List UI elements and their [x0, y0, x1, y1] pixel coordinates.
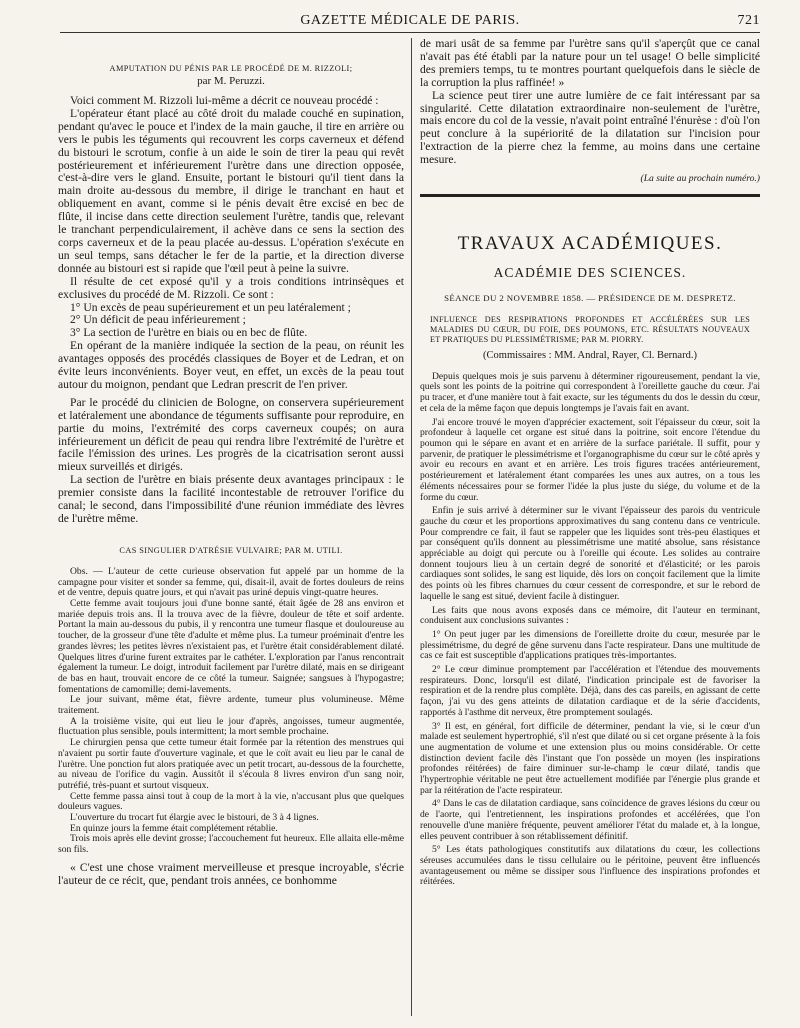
paragraph: Voici comment M. Rizzoli lui-même a décrit ce nouveau procédé : — [70, 94, 379, 107]
paragraph: « C'est une chose vraiment merveilleuse et presque incroyable, s'écrie l'auteur de ce récit, que, pendant trois années, ce bonhomme — [58, 860, 404, 887]
paragraph: Obs. — L'auteur de cette curieuse observation fut appelé par un homme de la campagne pour visiter et sonder sa femme, qui, disait-il, avait de fortes douleurs de reins et de ventre, depuis quatre jours, et qui n'avait pas uriné depuis vingt-quatre heures. — [58, 565, 404, 599]
left-column — [58, 38, 404, 1018]
paragraph: En quinze jours la femme était complétement rétablie. — [70, 822, 278, 834]
page-number: 721 — [737, 13, 760, 28]
seance-line: SÉANCE DU 2 NOVEMBRE 1858. — PRÉSIDENCE DE M. DESPRETZ. — [444, 293, 736, 304]
journal-title: GAZETTE MÉDICALE DE PARIS. — [300, 13, 520, 28]
article-heading-amputation: AMPUTATION DU PÉNIS PAR LE PROCÉDÉ DE M. RIZZOLI; — [109, 64, 353, 73]
commissaires-line: (Commissaires : MM. Andral, Rayer, Cl. Bernard.) — [483, 350, 697, 362]
paragraph: La section de l'urètre en biais présente deux avantages principaux : le premier consiste dans la facilité incontestable de retrouver l'orifice du canal; le second, dans l'impossibilité d'une réunion immédiate des lèvres de l'urètre même. — [58, 473, 404, 525]
paragraph: Le chirurgien pensa que cette tumeur était formée par la rétention des menstrues qui n'avaient pu sortir faute d'ouverture vaginale, et que le coït avait eu lieu par le canal de l'urètre. Une ponction fut alors pratiquée avec un petit trocart, au-dessous de la fourchette, au niveau de l'orifice du vagin. Aussitôt il s'écoula 8 livres environ d'un sang noir, putréfié, très-puant et surtout visqueux. — [58, 737, 404, 791]
paragraph: Enfin je suis arrivé à déterminer sur le vivant l'épaisseur des parois du ventricule gauche du cœur et les proportions approximatives du sang contenu dans ce ventricule. Pour comprendre ce fait, il faut se rappeler que les liquides sont très-peu élastiques et par conséquent qu'ils donnent au plessimétrisme une matité absolue, sans résistance appréciable au doigt qui percute ou à l'oreille qui écoute. Les solides au contraire donnent toujours lieu à un certain degré de sonorité et d'élasticité; or les parois cardiaques sont solides, le sang est liquide, dès lors on conçoit facilement que la limite des points où les fibres charnues du cœur cessent de correspondre, et sur le rebord de laquelle le sang est situé, devient facile à distinguer. — [420, 505, 760, 602]
article-heading-atresie: CAS SINGULIER D'ATRÉSIE VULVAIRE; PAR M. UTILI. — [119, 545, 343, 555]
paragraph: L'opérateur étant placé au côté droit du malade couché en supination, pendant qu'avec le pouce et l'index de la main gauche, il tire en arrière ou vers le pubis les téguments qui recouvrent les corps caverneux et défend du bistouri le scrotum, confie à un aide le soin de tirer la peau qui revêt postérieurement et inférieurement l'urètre dans une direction opposée, c'est-à-dire vers le gland. Ensuite, portant le bistouri qu'il tient dans la main droite au-dessous du membre, il dirige le tranchant en haut et obliquement en avant, comme si le pénis devait être excisé en bec de flûte, il incise dans cette direction seulement l'urètre, tandis que, relevant le tranchant perpendiculairement, il achève dans ce sens la section des corps caverneux et de la peau placée au-dessus. L'opération s'exécute en un seul temps, sans détacher le fer de la partie, et la direction diverse donnée au bistouri est si rapide que l'œil peut à peine la suivre. — [58, 106, 404, 275]
paragraph: A la troisième visite, qui eut lieu le jour d'après, angoisses, tumeur augmentée, fluctuation plus sensible, pouls intermittent; la mort semble prochaine. — [58, 715, 404, 738]
paragraph: Les faits que nous avons exposés dans ce mémoire, dit l'auteur en terminant, conduisent aux conclusions suivantes : — [420, 604, 760, 627]
conclusion-item: 1° On peut juger par les dimensions de l'oreillette droite du cœur, mesurée par le plessimétrisme, du degré de gêne survenu dans l'acte respirateur. Dans une multitude de cas ce fait est susceptible d'applications pratiques très-importantes. — [420, 628, 760, 662]
column-divider — [411, 38, 412, 1016]
memoir-title: INFLUENCE DES RESPIRATIONS PROFONDES ET ACCÉLÉRÉES SUR LES MALADIES DU CŒUR, DU FOIE, DES POUMONS, ETC. RÉSULTATS NOUVEAUX ET PRATIQUES DU PLESSIMÉTRISME; PAR M. PIORRY. — [430, 315, 750, 345]
paragraph: Par le procédé du clinicien de Bologne, on conservera supérieurement et latéralement une abondance de téguments suffisante pour reproduire, en partie du moins, l'extrémité des corps caverneux coupés; on aura inférieurement un déficit de peau qui rendra libre l'extrémité de l'urètre et facile l'émission des urines. Les progrès de la cicatrisation seront aussi mieux surveillés et dirigés. — [58, 395, 404, 474]
paragraph: Le jour suivant, même état, fièvre ardente, tumeur plus volumineuse. Même traitement. — [58, 694, 404, 717]
paragraph: Il résulte de cet exposé qu'il y a trois conditions intrinsèques et exclusives du procédé de M. Rizzoli. Ce sont : — [58, 274, 404, 301]
section-rule — [420, 194, 760, 197]
page-header — [60, 10, 760, 33]
article-byline: par M. Peruzzi. — [197, 75, 265, 87]
paragraph: Depuis quelques mois je suis parvenu à déterminer rigoureusement, pendant la vie, quels sont les points de la poitrine qui correspondent à l'oreillette gauche du cœur. J'ai pu tracer, et d'une manière tout à fait exacte, sur les téguments du dos le dessin du cœur, et cela de la même façon que depuis longtemps je l'avais fait en avant. — [420, 370, 760, 414]
condition-item: 2° Un déficit de peau inférieurement ; — [70, 313, 246, 327]
condition-item: 3° La section de l'urètre en biais ou en bec de flûte. — [70, 326, 308, 340]
conclusion-item: 2° Le cœur diminue promptement par l'accélération et l'étendue des mouvements respirateurs. Donc, lorsqu'il est dilaté, l'indication principale est de favoriser la respiration et de la rendre plus complète. Déjà, dans des cas pareils, en agissant de cette façon, j'ai vu des gens atteints de dilatation cardiaque et de la série d'accidents, rapportés à l'asthme dit nerveux, être promptement soulagés. — [420, 664, 760, 718]
conclusion-item: 3° Il est, en général, fort difficile de déterminer, pendant la vie, si le cœur d'un malade est seulement hypertrophié, s'il n'est que dilaté ou si cet organe présente à la fois une augmentation de volume et une extension plus ou moins considérable. Or cette distinction devient facile dès l'instant que l'on possède un moyen (les inspirations profondes réitérées) de faire diminuer sur-le-champ le cœur dilaté, tandis que l'hypertrophie véritable ne peut être actuellement modifiée par l'énergie plus grande et par la réitération de l'acte respirateur. — [420, 720, 760, 796]
paragraph: La science peut tirer une autre lumière de ce fait intéressant par sa singularité. Cette dilatation extraordinaire non-seulement de l'urètre, mais encore du col de la vessie, n'avait point entraîné l'énurèse : d'où l'on peut conclure à la supériorité de la dilatation sur l'incision pour l'extraction de la pierre chez la femme, au moins dans une certaine mesure. — [420, 88, 760, 167]
paragraph: Cette femme avait toujours joui d'une bonne santé, était âgée de 28 ans environ et mariée depuis trois ans. Il la trouva avec de la fièvre, douleur de tête et soif ardente. Portant la main au-dessous du pubis, il y rencontra une tumeur flasque et douloureuse au toucher, de la grosseur d'une tête d'adulte et même plus. La tumeur proéminait d'entre les grandes lèvres; les petites lèvres n'existaient pas, et l'urètre était considérablement dilaté. Quelques litres d'urine furent extraites par le cathéter. L'exploration par l'anus rencontrait également la tumeur. Le doigt, introduit facilement par l'urètre dilaté, mais en se dirigeant de bas en haut, trouvait encore de ce côté la tumeur. Saignée; sangsues à l'hypogastre; fomentations de camomille; demi-lavements. — [58, 598, 404, 695]
academy-title: ACADÉMIE DES SCIENCES. — [493, 265, 687, 281]
conclusion-item: 4° Dans le cas de dilatation cardiaque, sans coïncidence de graves lésions du cœur ou de l'aorte, qui l'entretiennent, les inspirations profondes et accélérées, que l'on renouvelle d'une manière fréquente, peuvent améliorer l'état du malade et, à la longue, elles peuvent contribuer à son rétablissement définitif. — [420, 798, 760, 842]
right-column — [420, 38, 760, 1018]
paragraph: de mari usât de sa femme par l'urètre sans qu'il s'aperçût que ce canal n'avait pas été établi par la nature pour un tel usage! O belle simplicité des premiers temps, tu te montres pourtant quelquefois dans le siècle de la corruption la plus raffinée! » — [420, 38, 760, 89]
condition-item: 1° Un excès de peau supérieurement et un peu latéralement ; — [70, 300, 351, 314]
paragraph: Cette femme passa ainsi tout à coup de la mort à la vie, n'accusant plus que quelques douleurs vagues. — [58, 790, 404, 813]
paragraph: L'ouverture du trocart fut élargie avec le bistouri, de 3 à 4 lignes. — [70, 812, 319, 824]
paragraph: J'ai encore trouvé le moyen d'apprécier exactement, soit l'épaisseur du cœur, soit la profondeur à laquelle cet organe est situé dans la poitrine, soit encore l'étendue du poumon qui le sépare en avant et en arrière de la surface pariétale. Il suffit, pour y parvenir, de pratiquer le plessimétrisme et l'organographisme du cœur sur le côté après y avoir eu recours en avant et en arrière. Les trois figures tracées antérieurement, postérieurement et latéralement étant comparées les unes aux autres, on a tous les éléments nécessaires pour se former l'idée la plus juste du siége, du volume et de la forme du cœur. — [420, 416, 760, 503]
conclusion-item: 5° Les états pathologiques constitutifs aux dilatations du cœur, les collections séreuses accumulées dans le tissu cellulaire ou le péritoine, peuvent être influencés avantageusement ou même se dissiper sous l'influence des inspirations profondes et réitérées. — [420, 844, 760, 888]
section-title: TRAVAUX ACADÉMIQUES. — [457, 233, 723, 255]
paragraph: En opérant de la manière indiquée la section de la peau, on réunit les avantages opposés des procédés classiques de Boyer et de Ledran, et on évite leurs inconvénients. Boyer veut, en effet, un excès de la peau tout autour du moignon, pendant que Ledran prescrit de l'en priver. — [58, 339, 404, 391]
paragraph: Trois mois après elle devint grosse; l'accouchement fut heureux. Elle allaita elle-même son fils. — [58, 833, 404, 856]
to-be-continued: (La suite au prochain numéro.) — [640, 173, 760, 185]
